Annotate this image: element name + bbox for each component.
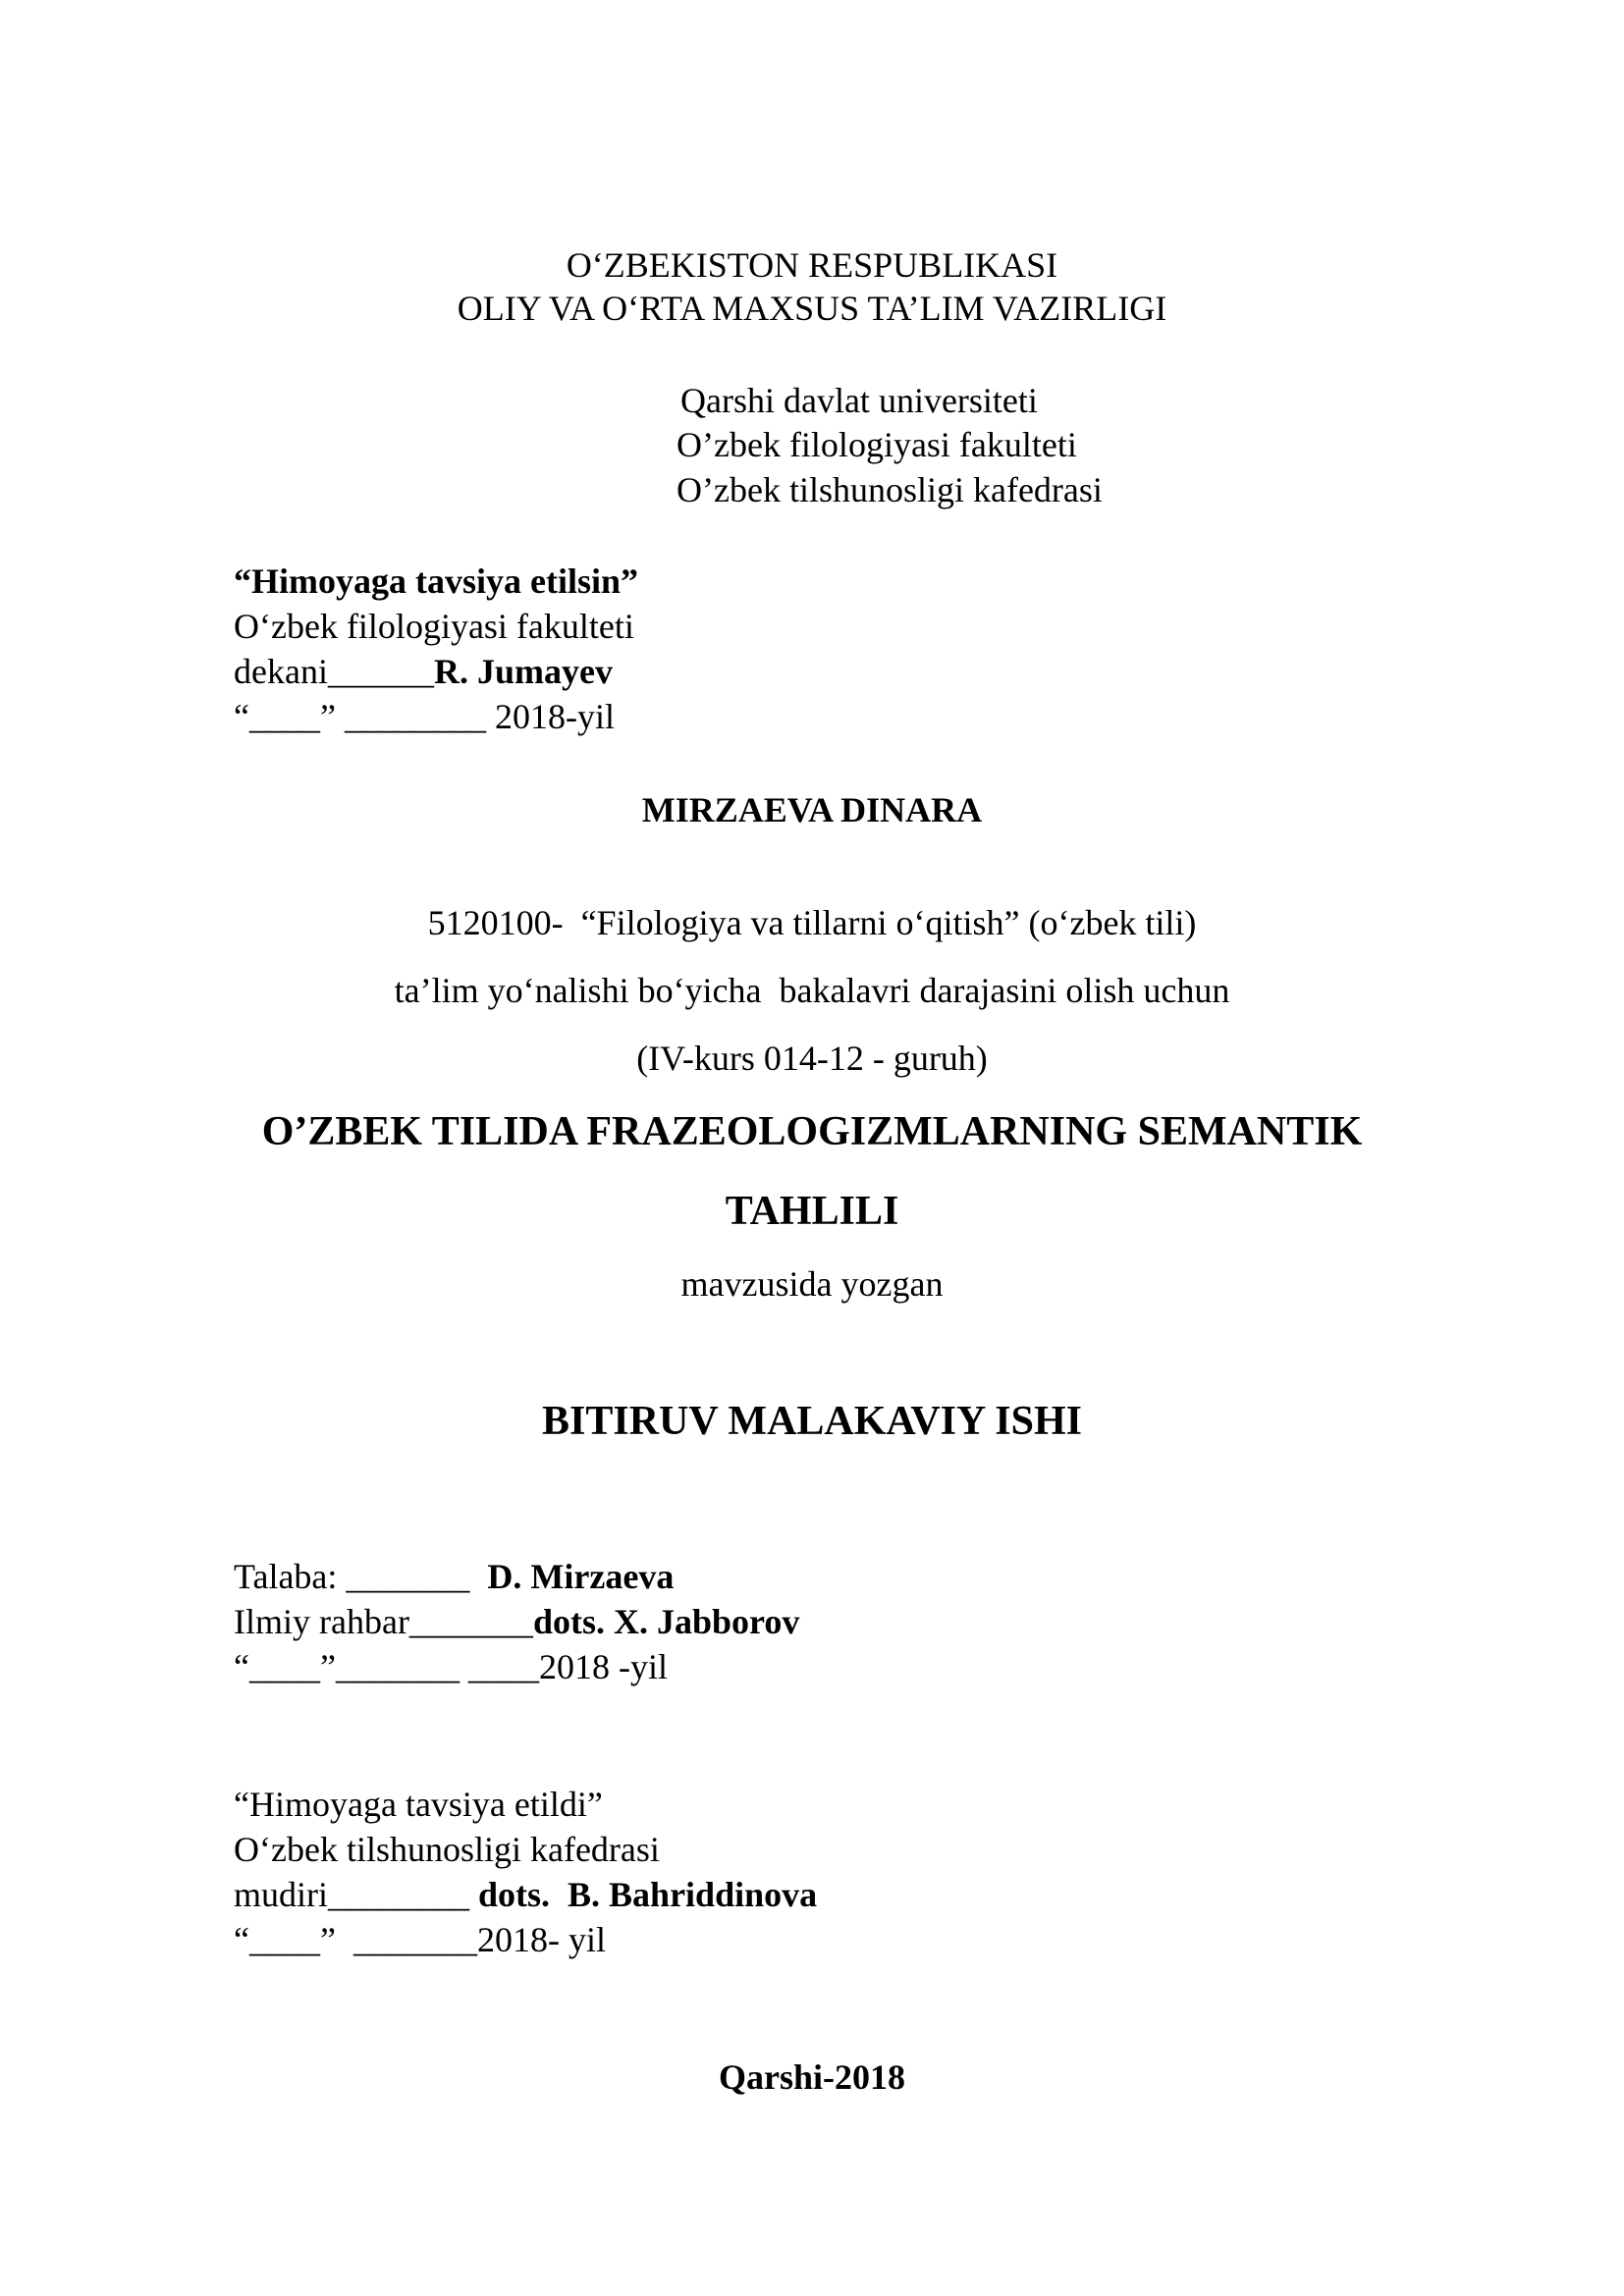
- header-ministry: OLIY VA O‘RTA MAXSUS TA’LIM VAZIRLIGI: [457, 289, 1167, 328]
- student-name: D. Mirzaeva: [487, 1557, 675, 1596]
- department-approval-title: “Himoyaga tavsiya etildi”: [234, 1785, 603, 1824]
- advisor-name: dots. X. Jabborov: [532, 1602, 800, 1641]
- signatures-date-line: “____”_______ ____2018 -yil: [234, 1647, 668, 1686]
- dean-signature-line: [234, 650, 613, 693]
- university-name: Qarshi davlat universiteti: [680, 381, 1038, 420]
- advisor-signature-line: [234, 1600, 799, 1643]
- student-label: Talaba: _______: [234, 1557, 488, 1596]
- thesis-title-line-2: TAHLILI: [725, 1189, 899, 1234]
- program-line-2: ta’lim yo‘nalishi bo‘yicha bakalavri darajasini olish uchun: [394, 971, 1230, 1010]
- department-date-line: “____” _______2018- yil: [234, 1920, 606, 1959]
- dean-date-line: “____” ________ 2018-yil: [234, 697, 615, 736]
- thesis-subtitle: mavzusida yozgan: [680, 1264, 944, 1304]
- student-signature-line: [234, 1555, 674, 1598]
- header-republic: O‘ZBEKISTON RESPUBLIKASI: [566, 245, 1058, 285]
- dean-approval-faculty: O‘zbek filologiyasi fakulteti: [234, 607, 634, 646]
- head-name: dots. B. Bahriddinova: [478, 1875, 818, 1914]
- author-name: MIRZAEVA DINARA: [641, 790, 983, 829]
- thesis-title-line-1: O’ZBEK TILIDA FRAZEOLOGIZMLARNING SEMANTIK: [261, 1109, 1363, 1154]
- dean-role: dekani______: [234, 652, 434, 691]
- dean-approval-title: “Himoyaga tavsiya etilsin”: [234, 561, 638, 601]
- work-type: BITIRUV MALAKAVIY ISHI: [541, 1399, 1083, 1444]
- city-year: Qarshi-2018: [718, 2057, 905, 2097]
- department-approval-name: O‘zbek tilshunosligi kafedrasi: [234, 1830, 660, 1869]
- head-signature-line: [234, 1873, 817, 1916]
- program-line-3: (IV-kurs 014-12 - guruh): [636, 1039, 988, 1078]
- department-name: O’zbek tilshunosligi kafedrasi: [677, 470, 1103, 509]
- faculty-name: O’zbek filologiyasi fakulteti: [677, 425, 1077, 464]
- advisor-label: Ilmiy rahbar_______: [234, 1602, 533, 1641]
- head-role: mudiri________: [234, 1875, 478, 1914]
- program-line-1: 5120100- “Filologiya va tillarni o‘qitish” (o‘zbek tili): [427, 903, 1197, 942]
- dean-name: R. Jumayev: [433, 652, 613, 691]
